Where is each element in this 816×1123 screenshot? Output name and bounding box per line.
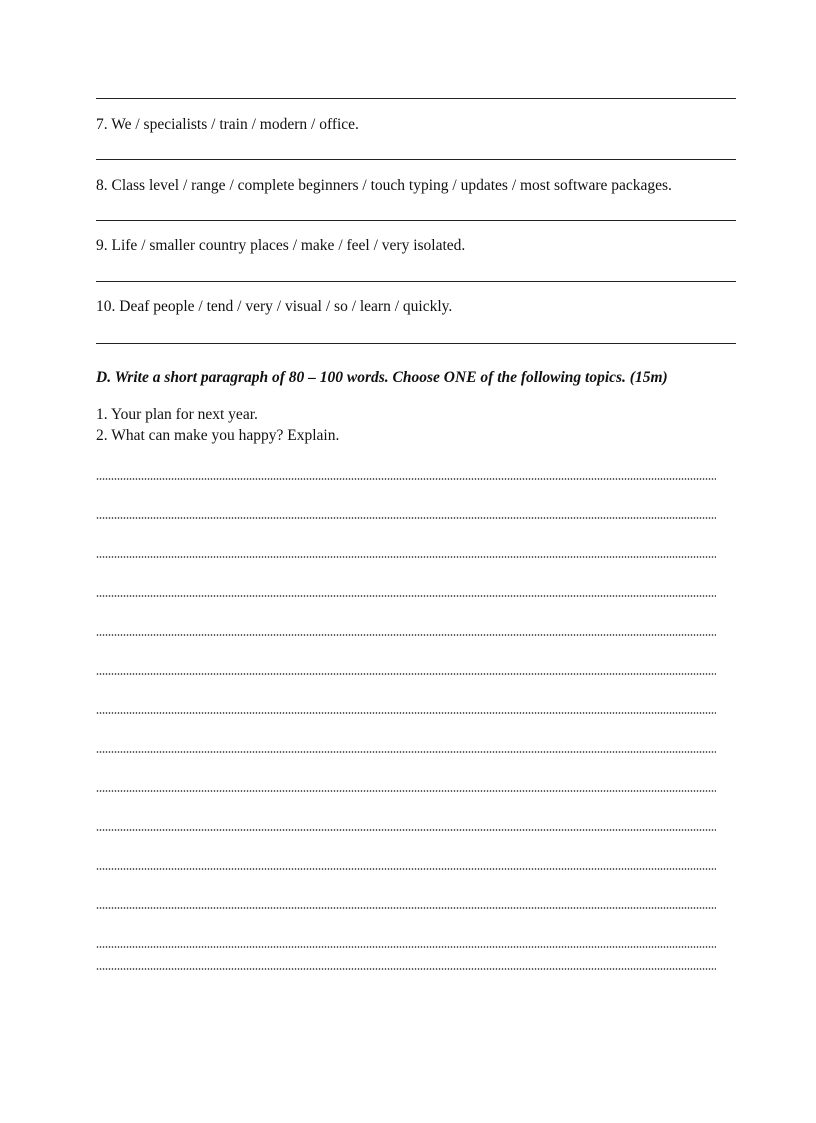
sentence-item: [96, 116, 359, 134]
topic-item: [96, 406, 258, 424]
writing-line: [96, 673, 716, 675]
sentence-number: 7.: [96, 116, 108, 133]
sentence-number: 9.: [96, 237, 108, 254]
answer-line: [96, 220, 736, 221]
answer-line: [96, 159, 736, 160]
answer-line: [96, 281, 736, 282]
sentence-text: We / specialists / train / modern / office.: [111, 116, 359, 133]
writing-line: [96, 478, 716, 480]
sentence-number: 8.: [96, 177, 108, 194]
answer-line: [96, 98, 736, 99]
sentence-number: 10.: [96, 298, 116, 315]
writing-line: [96, 907, 716, 909]
writing-line: [96, 751, 716, 753]
sentence-item: [96, 237, 465, 255]
writing-line: [96, 790, 716, 792]
sentence-text: Class level / range / complete beginners / touch typing / updates / most software packages.: [111, 177, 672, 194]
writing-line: [96, 556, 716, 558]
topic-text: Your plan for next year.: [110, 406, 258, 423]
writing-line: [96, 634, 716, 636]
writing-line: [96, 968, 716, 970]
topic-number: 2.: [96, 427, 108, 444]
section-d-heading: D. Write a short paragraph of 80 – 100 words. Choose ONE of the following topics. (15m): [96, 369, 668, 386]
writing-line: [96, 829, 716, 831]
topic-item: [96, 427, 339, 445]
sentence-item: [96, 298, 452, 316]
writing-line: [96, 595, 716, 597]
writing-line: [96, 868, 716, 870]
answer-line: [96, 343, 736, 344]
writing-line: [96, 712, 716, 714]
topic-number: 1.: [96, 406, 108, 423]
sentence-text: Deaf people / tend / very / visual / so / learn / quickly.: [119, 298, 453, 315]
writing-line: [96, 946, 716, 948]
writing-line: [96, 517, 716, 519]
topic-text: What can make you happy? Explain.: [111, 427, 340, 444]
sentence-item: [96, 177, 672, 195]
sentence-text: Life / smaller country places / make / feel / very isolated.: [111, 237, 466, 254]
